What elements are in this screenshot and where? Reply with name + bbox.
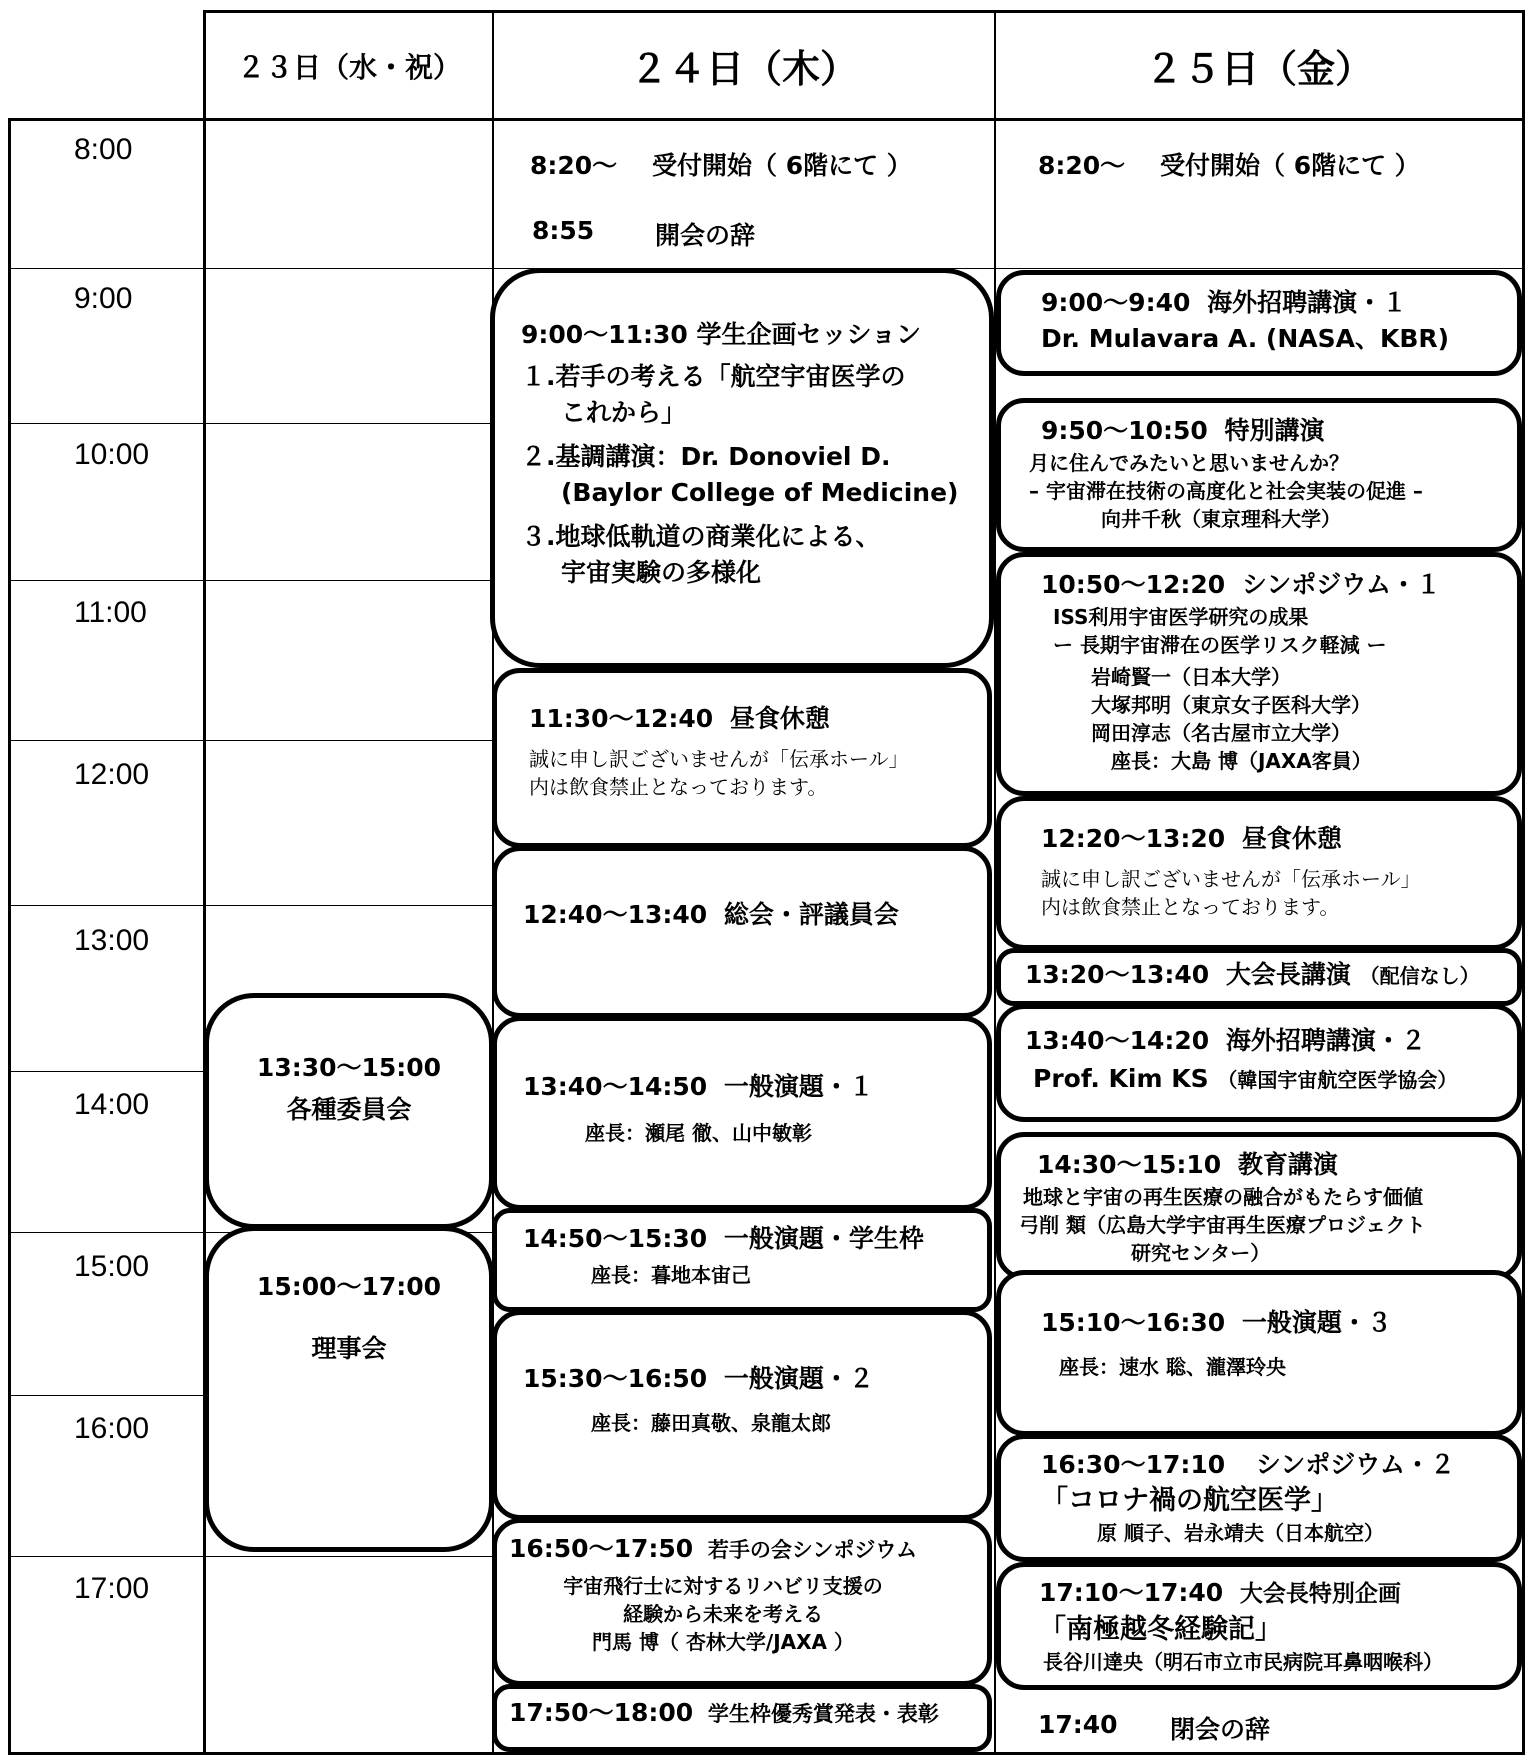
session-title: 一般演題・学生枠 [723,1224,924,1253]
time-label: 10:00 [74,438,150,471]
session-general-assembly[interactable] [492,846,992,1018]
reception-label: 受付開始（ 6階にて ） [652,151,912,180]
session-header [1041,1305,1507,1341]
session-overseas-lecture-1[interactable] [996,270,1522,376]
session-header [1025,957,1507,994]
session-header [1041,567,1507,603]
session-item: (Baylor College of Medicine) [561,478,959,507]
session-student-award[interactable] [492,1684,992,1752]
session-item: 宇宙実験の多様化 [561,558,762,587]
session-header [523,1361,967,1397]
session-header [1029,413,1507,449]
session-title: 一般演題・１ [723,1072,874,1101]
time-label: 16:00 [74,1412,150,1445]
session-line: 「南極越冬経験記」 [1039,1614,1282,1645]
session-header [1041,1447,1507,1483]
session-line: 原 順子、岩永靖夫（日本航空） [1097,1521,1384,1545]
time-label: 11:00 [74,596,147,629]
day-header-23 [206,13,492,118]
session-item: ２.基調講演：Dr. Donoviel D. [521,442,891,471]
session-title: 一般演題・３ [1241,1308,1392,1337]
session-time: 13:40〜14:20 [1025,1026,1210,1055]
session-header [521,317,967,353]
time-label: 12:00 [74,758,150,791]
time-label: 14:00 [74,1088,150,1121]
session-general-3[interactable] [996,1270,1522,1436]
reception-label: 受付開始（ 6階にて ） [1160,151,1420,180]
grid-line [8,580,494,581]
session-line: 月に住んでみたいと思いませんか？ [1029,451,1349,475]
session-title: 大会長特別企画 [1239,1581,1401,1607]
session-line: 長谷川達央（明石市立市民病院耳鼻咽喉科） [1043,1650,1443,1674]
session-line: 「コロナ禍の航空医学」 [1041,1485,1338,1516]
session-young-symposium[interactable] [492,1518,992,1686]
session-time: 12:40〜13:40 [523,900,708,929]
session-time: 9:50〜10:50 [1041,416,1208,445]
closing-label: 閉会の辞 [1170,1715,1271,1744]
session-chair: 座長：暮地本宙己 [591,1263,751,1287]
session-time: 13:30〜15:00 [256,1053,442,1082]
session-note: 内は飲食禁止となっております。 [529,775,828,799]
session-line: 経験から未来を考える [623,1602,823,1626]
session-line: 大塚邦明（東京女子医科大学） [1091,693,1371,717]
session-header [1025,1023,1507,1059]
time-label: 17:00 [74,1572,150,1605]
session-title: 若手の会シンポジウム [707,1538,918,1562]
grid-line [8,118,1525,121]
grid-line [8,1556,494,1557]
session-header [523,1069,967,1105]
session-line: 岩崎賢一（日本大学） [1091,665,1291,689]
session-title: 海外招聘講演・２ [1225,1026,1426,1055]
session-time: 17:10〜17:40 [1039,1578,1224,1607]
session-symposium-2[interactable] [996,1434,1522,1562]
session-note: （配信なし） [1359,964,1480,988]
session-time: 13:40〜14:50 [523,1072,708,1101]
session-title: シンポジウム・２ [1255,1450,1456,1479]
time-label: 8:00 [74,133,133,166]
grid-line [1522,10,1525,1755]
session-board-meeting[interactable] [204,1226,494,1552]
session-line: 向井千秋（東京理科大学） [1101,507,1341,531]
session-speaker-line [1025,1061,1507,1098]
session-time: 9:00〜9:40 [1041,288,1191,317]
session-time: 14:30〜15:10 [1037,1150,1222,1179]
session-title: 昼食休憩 [1241,824,1342,853]
session-time: 14:50〜15:30 [523,1224,708,1253]
time-label: 9:00 [74,282,133,315]
session-time: 12:20〜13:20 [1041,824,1226,853]
session-line: 宇宙飛行士に対するリハビリ支援の [563,1574,883,1598]
session-line: 地球と宇宙の再生医療の融合がもたらす価値 [1023,1185,1423,1209]
session-header [1039,1575,1507,1612]
session-title: 一般演題・２ [723,1364,874,1393]
session-time: 16:50〜17:50 [509,1534,694,1563]
session-title: 各種委員会 [286,1095,412,1124]
day-header-label: ２４日（木） [629,47,858,91]
session-header [509,1695,977,1732]
reception-time: 8:20〜 [1038,151,1126,180]
session-note: 内は飲食禁止となっております。 [1041,895,1340,919]
opening-label: 開会の辞 [655,221,756,250]
closing-time: 17:40 [1038,1710,1118,1739]
session-header [523,1221,967,1257]
session-special-lecture[interactable] [996,398,1522,552]
grid-line [8,1752,1525,1755]
session-general-1[interactable] [492,1016,992,1210]
session-time: 13:20〜13:40 [1025,960,1210,989]
session-time: 15:00〜17:00 [256,1272,442,1301]
session-committees[interactable] [204,993,494,1229]
session-title: 理事会 [311,1334,387,1363]
session-header [529,701,967,737]
session-line: 岡田淳志（名古屋市立大学） [1091,721,1351,745]
reception-time: 8:20〜 [530,151,618,180]
session-president-lecture[interactable] [996,948,1522,1006]
session-line: – 宇宙滞在技術の高度化と社会実装の促進 – [1029,479,1423,503]
session-header [523,897,967,933]
grid-line [8,423,494,424]
session-note: 誠に申し訳ございませんが「伝承ホール」 [529,747,909,771]
session-title: 海外招聘講演・１ [1207,288,1408,317]
time-label: 13:00 [74,924,150,957]
session-time: 9:00〜11:30 [521,320,688,349]
session-line: Dr. Mulavara A. (NASA、KBR) [1041,324,1450,353]
session-line: 研究センター） [1131,1241,1271,1265]
session-affiliation: （韓国宇宙航空医学協会） [1217,1068,1458,1092]
session-item: １.若手の考える「航空宇宙医学の [521,362,906,391]
session-header [509,1531,977,1568]
session-line: ISS利用宇宙医学研究の成果 [1053,605,1309,629]
session-chair: 座長：瀬尾 徹、山中敏彰 [585,1121,812,1145]
session-header [1041,821,1507,857]
session-title: 特別講演 [1224,416,1325,445]
session-item: これから」 [561,398,687,427]
session-time: 15:10〜16:30 [1041,1308,1226,1337]
session-title: 昼食休憩 [729,704,830,733]
session-president-special[interactable] [996,1562,1522,1690]
session-time: 10:50〜12:20 [1041,570,1226,599]
session-note: 誠に申し訳ございませんが「伝承ホール」 [1041,867,1421,891]
day-header-label: ２３日（水・祝） [236,50,461,84]
session-header [1019,1147,1509,1183]
session-header [1041,285,1501,321]
session-time: 15:30〜16:50 [523,1364,708,1393]
session-lunch-24[interactable] [492,668,992,848]
day-header-25 [996,13,1522,118]
grid-line [8,740,494,741]
grid-line [8,905,494,906]
session-line: 門馬 博（ 杏林大学/JAXA ） [591,1630,854,1654]
session-title: 学生枠優秀賞発表・表彰 [707,1702,939,1726]
day-header-24 [494,13,994,118]
grid-line [8,118,11,1755]
session-line: ー 長期宇宙滞在の医学リスク軽減 ー [1053,633,1387,657]
session-item: ３.地球低軌道の商業化による、 [521,522,881,551]
session-speaker: Prof. Kim KS [1033,1064,1209,1093]
session-student-planning[interactable] [490,268,994,668]
session-time: 11:30〜12:40 [529,704,714,733]
session-title: 総会・評議員会 [723,900,899,929]
session-education-lecture[interactable] [996,1132,1522,1280]
session-general-2[interactable] [492,1310,992,1520]
session-chair: 座長：藤田真敬、泉龍太郎 [591,1411,831,1435]
session-symposium-1[interactable] [996,552,1522,796]
session-line: 座長：大島 博（JAXA客員） [1111,749,1372,773]
session-title: 学生企画セッション [696,320,921,349]
session-overseas-lecture-2[interactable] [996,1004,1522,1122]
session-title: シンポジウム・１ [1241,570,1442,599]
session-time: 17:50〜18:00 [509,1698,694,1727]
session-time: 16:30〜17:10 [1041,1450,1226,1479]
session-title: 大会長講演 [1225,960,1351,989]
day-header-label: ２５日（金） [1144,47,1373,91]
opening-time: 8:55 [532,216,595,245]
time-label: 15:00 [74,1250,150,1283]
session-chair: 座長：速水 聡、瀧澤玲央 [1059,1355,1286,1379]
session-general-student[interactable] [492,1208,992,1312]
session-lunch-25[interactable] [996,796,1522,950]
session-title: 教育講演 [1237,1150,1338,1179]
session-line: 弓削 類（広島大学宇宙再生医療プロジェクト [1019,1213,1426,1237]
